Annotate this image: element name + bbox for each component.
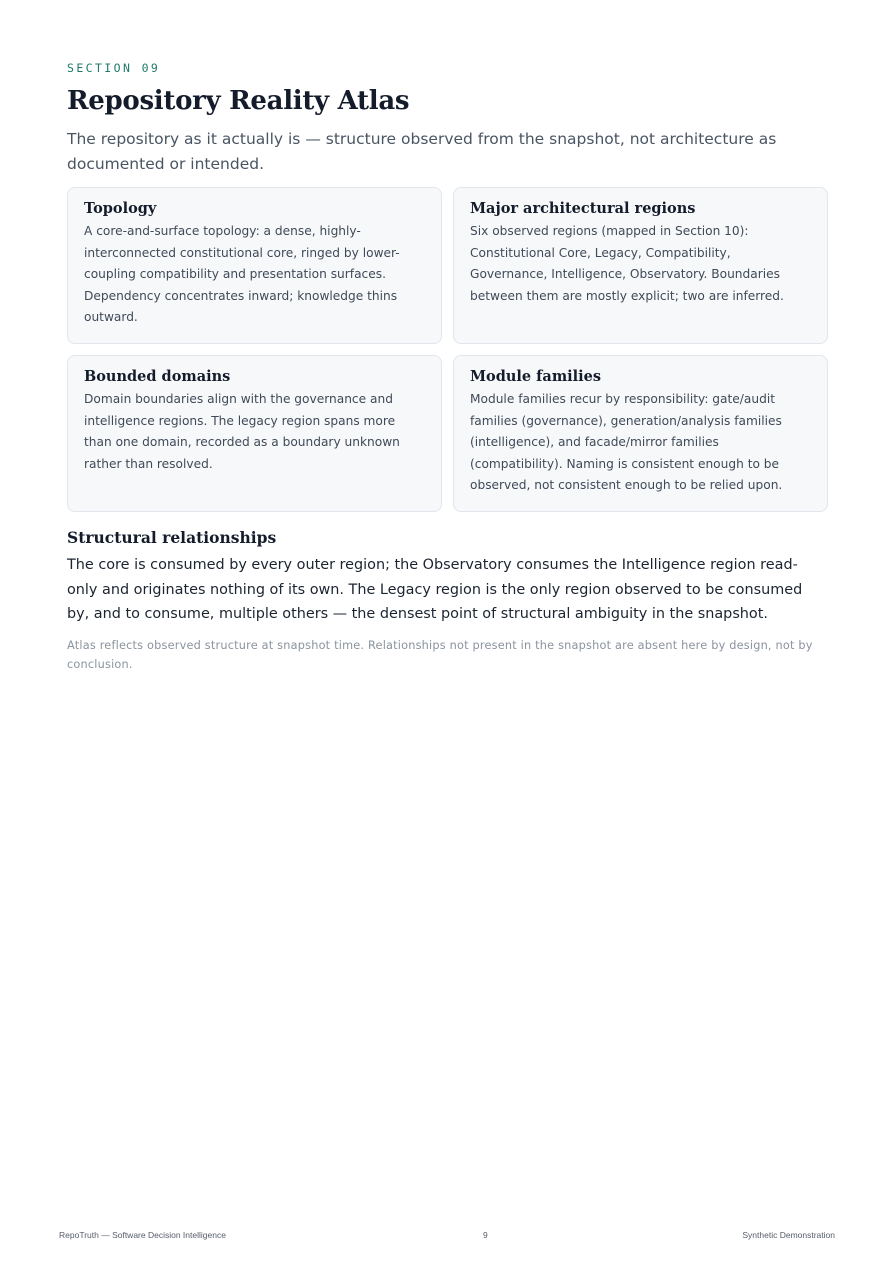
footer-right: Synthetic Demonstration bbox=[742, 1230, 835, 1240]
card-module-families bbox=[453, 355, 828, 512]
card-title: Topology bbox=[84, 200, 157, 217]
page-title: Repository Reality Atlas bbox=[67, 86, 410, 116]
card-topology bbox=[67, 187, 442, 344]
structural-relationships-heading: Structural relationships bbox=[67, 528, 277, 547]
footer-page-number: 9 bbox=[483, 1230, 488, 1240]
section-eyebrow: SECTION 09 bbox=[67, 61, 161, 75]
card-body: Six observed regions (mapped in Section 10): Constitutional Core, Legacy, Compatibility, Governance, Intelligence, Observatory. Boundaries between them are mostly explicit; two are inferred. bbox=[470, 224, 784, 303]
atlas-note: Atlas reflects observed structure at snapshot time. Relationships not present in the snapshot are absent here by design, not by conclusion. bbox=[67, 639, 813, 671]
card-title: Module families bbox=[470, 368, 602, 385]
card-body: A core-and-surface topology: a dense, highly-interconnected constitutional core, ringed by lower-coupling compatibility and presentation surfaces. Dependency concentrates inward; knowledge thins outward. bbox=[84, 224, 400, 324]
card-body: Domain boundaries align with the governance and intelligence regions. The legacy region spans more than one domain, recorded as a boundary unknown rather than resolved. bbox=[84, 392, 400, 471]
card-body: Module families recur by responsibility: gate/audit families (governance), generation/analysis families (intelligence), and facade/mirror families (compatibility). Naming is consistent enough to be observed, not consistent enough to be relied upon. bbox=[470, 392, 783, 492]
page-subtitle: The repository as it actually is — structure observed from the snapshot, not architecture as documented or intended. bbox=[67, 130, 777, 173]
card-bounded-domains bbox=[67, 355, 442, 512]
card-major-regions bbox=[453, 187, 828, 344]
footer-left: RepoTruth — Software Decision Intelligence bbox=[59, 1230, 226, 1240]
card-title: Major architectural regions bbox=[470, 200, 696, 217]
structural-relationships-body: The core is consumed by every outer region; the Observatory consumes the Intelligence region read-only and originates nothing of its own. The Legacy region is the only region observed to be consumed by, and to consume, multiple others — the densest point of structural ambiguity in the snapshot. bbox=[67, 557, 803, 622]
card-title: Bounded domains bbox=[84, 368, 231, 385]
page-footer bbox=[59, 1230, 835, 1244]
